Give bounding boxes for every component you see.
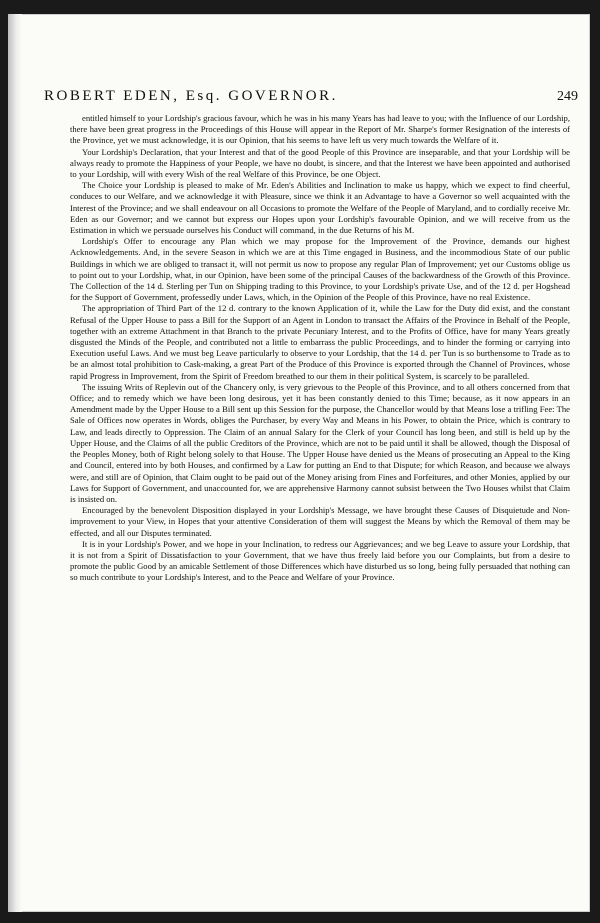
- paragraph: The appropriation of Third Part of the 12 d. contrary to the known Application of it, while the Law for the Duty did exist, and the constant Refusal of the Upper House to pass a Bill for the Support of an Agent in London to transact the Affairs of the Province in Behalf of the People, together with an extreme Attachment in that Branch to the private Pecuniary Interest, and to the Profits of Office, have for many Years greatly disgusted the Minds of the People, and contributed not a little to embarrass the public Proceedings, and to hinder the forming or carrying into Execution useful Laws. And we must beg Leave particularly to observe to your Lordship, that the 14 d. per Tun is so burthensome to Trade as to be an almost total prohibition to Cask-making, a great Part of the Produce of this Province is exported through the Channel of Provinces, whose rapid Progress in Improvement, from the Spirit of Freedom breathed to our them in their political System, is scarcely to be paralleled.: [70, 303, 570, 381]
- page-header: [44, 88, 578, 105]
- page-fold-shadow: [8, 14, 22, 912]
- page-number: 249: [557, 89, 578, 104]
- paragraph: Lordship's Offer to encourage any Plan which we may propose for the Improvement of the Province, demands our highest Acknowledgements. And, in the severe Season in which we are at this Time engaged in Business, and the incommodious State of our public Buildings in which we are obliged to transact it, will not permit us now to propose any regular Plan of Improvement; yet our Customs oblige us to point out to your Lordship, what, in our Opinion, have been some of the principal Causes of the backwardness of the Growth of this Province. The Collection of the 14 d. Sterling per Tun on Shipping trading to this Province, to your Lordship's private Use, and of the 12 d. per Hogshead for the Support of Government, professedly under Laws, which, in the Opinion of the People of this Province, have no real Existence.: [70, 236, 570, 303]
- document-page: [8, 14, 590, 912]
- paragraph: The issuing Writs of Replevin out of the Chancery only, is very grievous to the People of this Province, and to all others concerned from that Office; and to remedy which we have been long desirous, yet it has been constantly denied to this Time; because, as it now appears in an Amendment made by the Upper House to a Bill sent up this Session for the purpose, the Chancellor would by that Means lose a trifling Fee: The Sale of Offices now operates in Words, obliges the Purchaser, by every Way and Means in his Power, to obtain the Price, which is contrary to Law, and leads directly to Oppression. The Claim of an annual Salary for the Clerk of your Council has long been, and still is held up by the Upper House, and the Claims of all the public Creditors of the Province, which are not to be paid until it shall be allowed, though the Disposal of the Peoples Money, both of Right belong solely to that House. The Upper House have denied us the Means of prosecuting an Appeal to the King and Council, entered into by both Houses, and confirmed by a Law for putting an End to that Dispute; for which Reason, and because we always were, and still are of Opinion, that Claim ought to be paid out of the Money arising from Fines and Forfeitures, and other Monies, applied by our Laws for Support of Government, and unaccounted for, we are apprehensive Harmony cannot subsist between the Two Houses whilst that Claim is insisted on.: [70, 381, 570, 504]
- paragraph: entitled himself to your Lordship's gracious favour, which he was in his many Years has had leave to you; with the Influence of our Lordship, there have been great progress in the Proceedings of this House will appear in the Report of Mr. Sharpe's former Resignation of the interests of the Province, yet we must acknowledge, it is our Opinion, that his seems to have left us very much towards the Welfare of it.: [70, 113, 570, 146]
- document-body: [70, 113, 570, 584]
- paragraph: The Choice your Lordship is pleased to make of Mr. Eden's Abilities and Inclination to make us happy, which we expect to find cheerful, conduces to our Welfare, and we acknowledge it with Pleasure, since we think it an Advantage to have a Governor so well acquainted with the Interest of the Province; and we shall endeavour on all Occasions to promote the Welfare of the People of Maryland, and to cordially receive Mr. Eden as our Governor; and we cannot but express our Hopes upon your Lordship's favourable Opinion, and we will receive from us the Estimation in which we persuade ourselves his Conduct will command, in the due Returns of his M.: [70, 180, 570, 236]
- paragraph: It is in your Lordship's Power, and we hope in your Inclination, to redress our Aggrievances; and we beg Leave to assure your Lordship, that it is not from a Spirit of Dissatisfaction to your Government, that we have thus freely laid before you our Complaints, but from a desire to promote the public Good by an amicable Settlement of those Differences which have disturbed us so long, being fully persuaded that nothing can so much contribute to your Lordship's Interest, and to the Peace and Welfare of your Province.: [70, 538, 570, 583]
- running-head: ROBERT EDEN, Esq. GOVERNOR.: [44, 88, 338, 104]
- paragraph: Encouraged by the benevolent Disposition displayed in your Lordship's Message, we have brought these Causes of Disquietude and Non-improvement to your View, in Hopes that your attentive Consideration of them will suggest the Means by which the Removal of them may be effected, and all our Disputes terminated.: [70, 505, 570, 538]
- paragraph: Your Lordship's Declaration, that your Interest and that of the good People of this Province are inseparable, and that your Lordship will be always ready to promote the Happiness of your People, we have no doubt, is sincere, and that the Interest we have been appointed and authorised to your Lordship, will with every Wish of the real Welfare of this Province, be one Object.: [70, 146, 570, 180]
